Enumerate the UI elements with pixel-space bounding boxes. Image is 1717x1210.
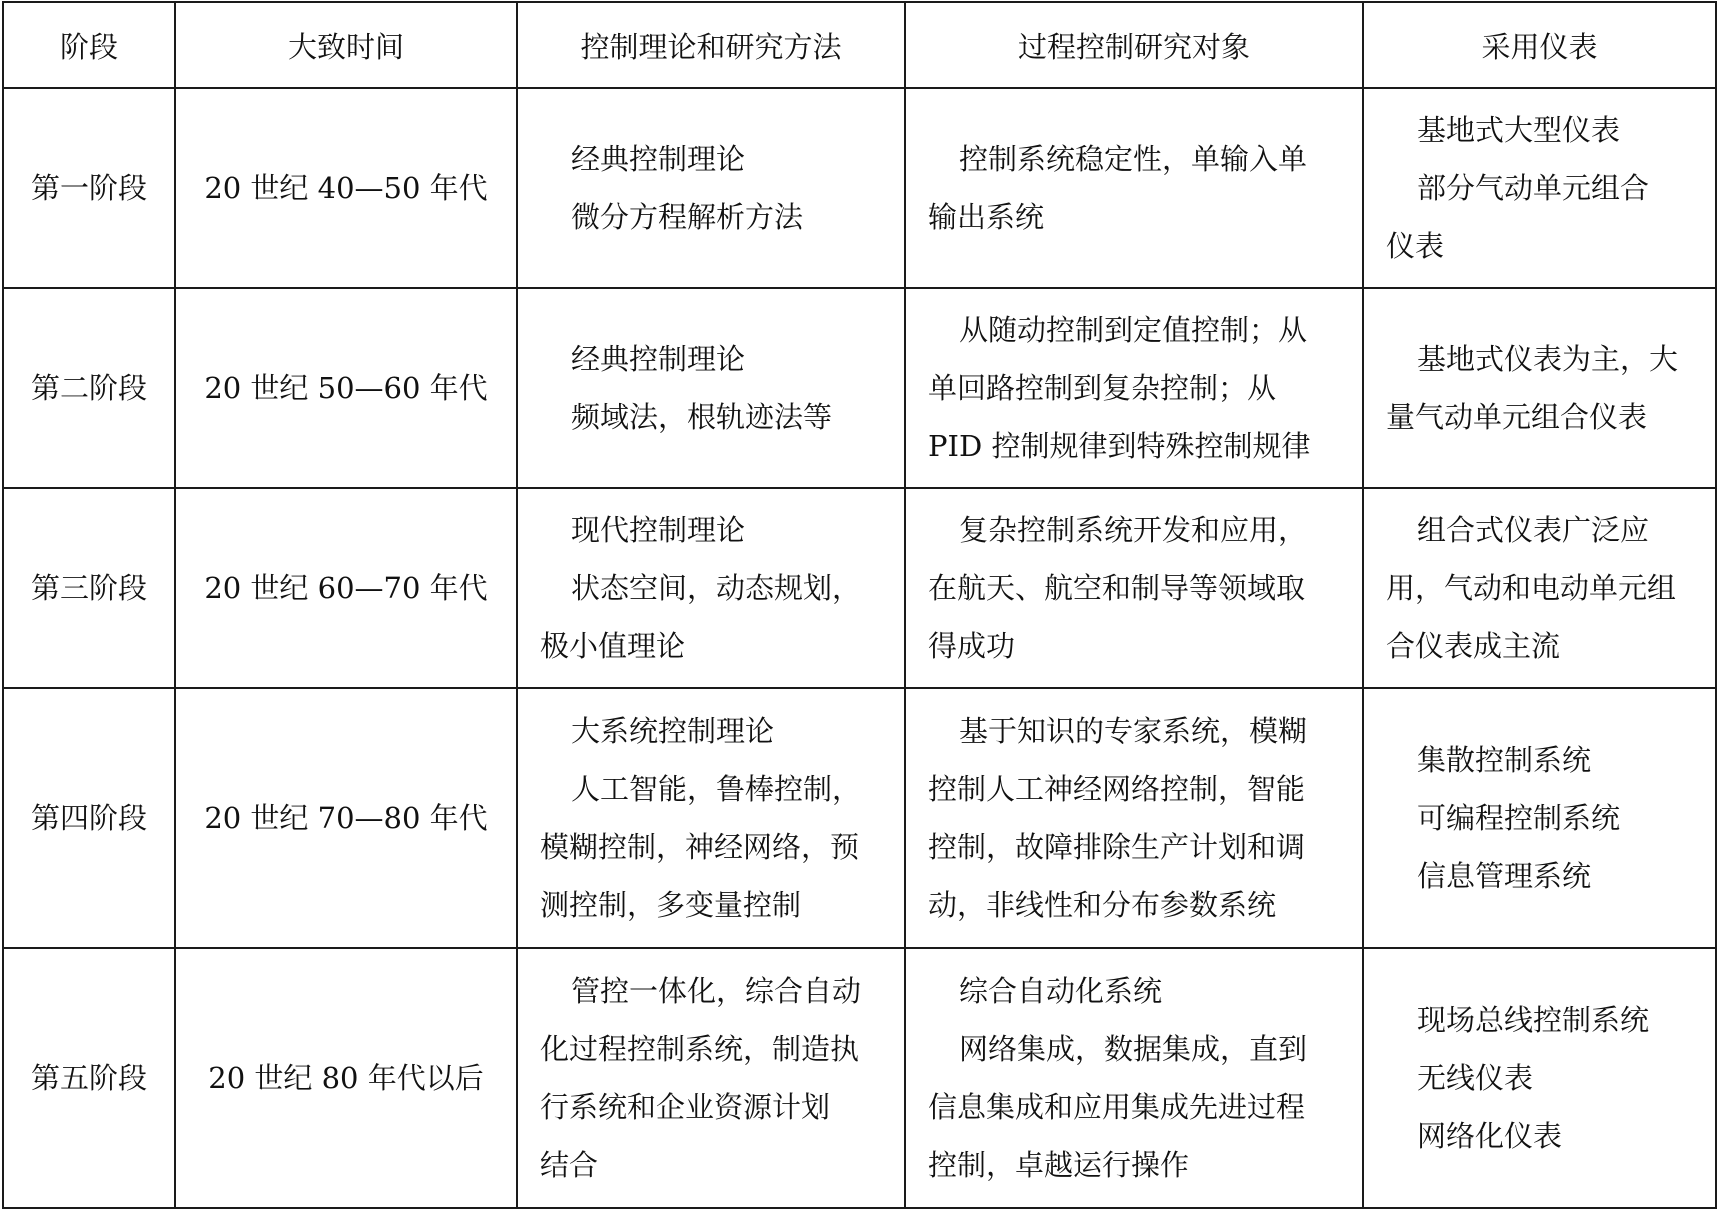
theory-cell — [517, 88, 905, 288]
cell-line: 结合 — [540, 1148, 599, 1182]
cell-line: 测控制，多变量控制 — [540, 888, 802, 922]
header-instruments: 采用仪表 — [1363, 2, 1716, 88]
period-cell: 20 世纪 70—80 年代 — [175, 688, 517, 948]
cell-line: 量气动单元组合仪表 — [1386, 400, 1648, 434]
cell-line: 合仪表成主流 — [1386, 629, 1561, 663]
cell-line: 模糊控制，神经网络，预 — [540, 830, 860, 864]
object-cell — [905, 488, 1363, 688]
cell-line: 复杂控制系统开发和应用， — [959, 513, 1308, 547]
cell-line: 信息集成和应用集成先进过程 — [928, 1090, 1306, 1124]
table-row — [3, 948, 1716, 1208]
theory-cell — [517, 948, 905, 1208]
table-row — [3, 488, 1716, 688]
cell-line: 基地式仪表为主，大 — [1417, 342, 1679, 376]
cell-line: 动，非线性和分布参数系统 — [928, 888, 1277, 922]
cell-line: 频域法，根轨迹法等 — [571, 400, 833, 434]
object-cell — [905, 948, 1363, 1208]
period-cell: 20 世纪 80 年代以后 — [175, 948, 517, 1208]
theory-cell — [517, 688, 905, 948]
cell-line: 微分方程解析方法 — [571, 200, 804, 234]
cell-line: 基地式大型仪表 — [1417, 113, 1621, 147]
cell-line: 综合自动化系统 — [959, 974, 1163, 1008]
instruments-cell — [1363, 288, 1716, 488]
object-cell — [905, 288, 1363, 488]
cell-line: 网络集成，数据集成，直到 — [959, 1032, 1308, 1066]
header-theory: 控制理论和研究方法 — [517, 2, 905, 88]
cell-line: 组合式仪表广泛应 — [1417, 513, 1650, 547]
table-row — [3, 88, 1716, 288]
cell-line: 经典控制理论 — [571, 142, 746, 176]
stage-cell: 第一阶段 — [3, 88, 175, 288]
instruments-cell — [1363, 688, 1716, 948]
table-body — [3, 88, 1716, 1208]
header-row — [3, 2, 1716, 88]
instruments-cell — [1363, 948, 1716, 1208]
cell-line: 控制，故障排除生产计划和调 — [928, 830, 1306, 864]
cell-line: 单回路控制到复杂控制；从 — [928, 371, 1277, 405]
cell-line: 人工智能，鲁棒控制， — [571, 772, 862, 806]
header-stage: 阶段 — [3, 2, 175, 88]
cell-line: 基于知识的专家系统，模糊 — [959, 714, 1308, 748]
cell-line: 输出系统 — [928, 200, 1045, 234]
stage-cell: 第四阶段 — [3, 688, 175, 948]
cell-line: 信息管理系统 — [1417, 859, 1592, 893]
period-cell: 20 世纪 50—60 年代 — [175, 288, 517, 488]
cell-line: 可编程控制系统 — [1417, 801, 1621, 835]
table-row — [3, 688, 1716, 948]
instruments-cell — [1363, 488, 1716, 688]
cell-line: 控制人工神经网络控制，智能 — [928, 772, 1306, 806]
cell-line: 现场总线控制系统 — [1417, 1003, 1650, 1037]
cell-line: 现代控制理论 — [571, 513, 746, 547]
table-row — [3, 288, 1716, 488]
cell-line: PID 控制规律到特殊控制规律 — [928, 429, 1311, 463]
stage-cell: 第五阶段 — [3, 948, 175, 1208]
cell-line: 在航天、航空和制导等领域取 — [928, 571, 1306, 605]
cell-line: 控制系统稳定性，单输入单 — [959, 142, 1308, 176]
cell-line: 大系统控制理论 — [571, 714, 775, 748]
cell-line: 行系统和企业资源计划 — [540, 1090, 831, 1124]
cell-line: 经典控制理论 — [571, 342, 746, 376]
cell-line: 化过程控制系统，制造执 — [540, 1032, 860, 1066]
cell-line: 从随动控制到定值控制；从 — [959, 313, 1308, 347]
cell-line: 用，气动和电动单元组 — [1386, 571, 1677, 605]
cell-line: 极小值理论 — [540, 629, 686, 663]
cell-line: 无线仪表 — [1417, 1061, 1534, 1095]
period-cell: 20 世纪 40—50 年代 — [175, 88, 517, 288]
control-history-table — [2, 1, 1717, 1209]
cell-line: 集散控制系统 — [1417, 743, 1592, 777]
object-cell — [905, 688, 1363, 948]
cell-line: 网络化仪表 — [1417, 1119, 1563, 1153]
theory-cell — [517, 488, 905, 688]
stage-cell: 第三阶段 — [3, 488, 175, 688]
period-cell: 20 世纪 60—70 年代 — [175, 488, 517, 688]
cell-line: 管控一体化，综合自动 — [571, 974, 862, 1008]
header-period: 大致时间 — [175, 2, 517, 88]
object-cell — [905, 88, 1363, 288]
instruments-cell — [1363, 88, 1716, 288]
theory-cell — [517, 288, 905, 488]
stage-cell: 第二阶段 — [3, 288, 175, 488]
header-object: 过程控制研究对象 — [905, 2, 1363, 88]
cell-line: 部分气动单元组合 — [1417, 171, 1650, 205]
cell-line: 仪表 — [1386, 229, 1445, 263]
cell-line: 得成功 — [928, 629, 1016, 663]
cell-line: 控制，卓越运行操作 — [928, 1148, 1190, 1182]
cell-line: 状态空间，动态规划， — [571, 571, 862, 605]
